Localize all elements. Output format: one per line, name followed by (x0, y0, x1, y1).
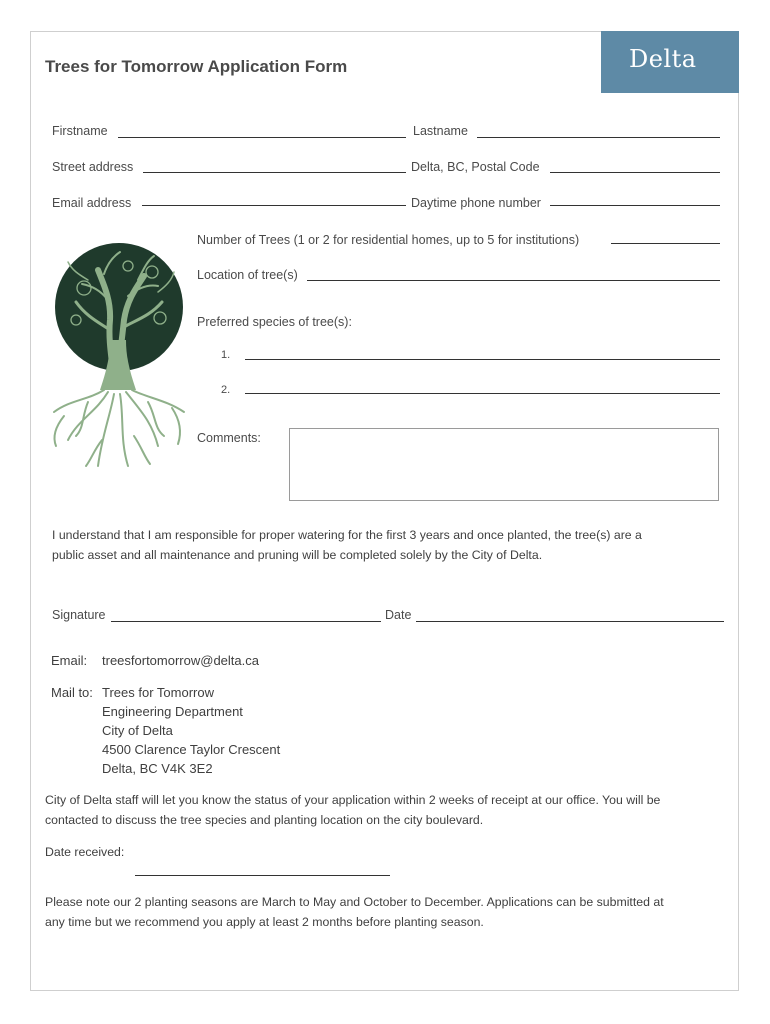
signature-field[interactable] (111, 621, 381, 622)
number-of-trees-field[interactable] (611, 243, 720, 244)
page-title: Trees for Tomorrow Application Form (45, 57, 348, 76)
seasons-note-line-2: any time but we recommend you apply at least 2 months before planting season. (45, 915, 484, 929)
logo-text: Delta (629, 45, 697, 73)
location-label: Location of tree(s) (197, 268, 298, 282)
location-field[interactable] (307, 280, 720, 281)
phone-label: Daytime phone number (411, 196, 541, 210)
comments-textarea[interactable] (289, 428, 719, 501)
lastname-field[interactable] (477, 137, 720, 138)
email-address-label: Email address (52, 196, 132, 210)
species-1-field[interactable] (245, 359, 720, 360)
form-page (30, 31, 739, 991)
street-address-label: Street address (52, 160, 134, 174)
firstname-label: Firstname (52, 124, 108, 138)
species-label: Preferred species of tree(s): (197, 315, 352, 329)
tree-icon (48, 240, 188, 472)
date-field[interactable] (416, 621, 724, 622)
mail-line-4: 4500 Clarence Taylor Crescent (102, 742, 281, 757)
date-received-field[interactable] (135, 875, 390, 876)
seasons-note-line-1: Please note our 2 planting seasons are March to May and October to December. Applications can be submitted at (45, 895, 664, 909)
species-2-field[interactable] (245, 393, 720, 394)
firstname-field[interactable] (118, 137, 406, 138)
email-contact-label: Email: (51, 653, 88, 668)
species-2-number: 2. (221, 384, 231, 396)
delta-logo (601, 31, 739, 93)
date-received-label: Date received: (45, 845, 125, 859)
species-1-number: 1. (221, 349, 231, 361)
signature-label: Signature (52, 608, 106, 622)
phone-field[interactable] (550, 205, 720, 206)
postal-code-label: Delta, BC, Postal Code (411, 160, 540, 174)
agreement-line-1: I understand that I am responsible for proper watering for the first 3 years and once planted, the tree(s) are a (52, 528, 642, 542)
mail-line-3: City of Delta (102, 723, 173, 738)
number-of-trees-label: Number of Trees (1 or 2 for residential homes, up to 5 for institutions) (197, 233, 580, 247)
date-label: Date (385, 608, 412, 622)
agreement-line-2: public asset and all maintenance and pruning will be completed solely by the City of Delta. (52, 548, 543, 562)
mail-line-1: Trees for Tomorrow (102, 685, 214, 700)
mail-to-label: Mail to: (51, 685, 93, 700)
comments-label: Comments: (197, 431, 261, 445)
mail-line-2: Engineering Department (102, 704, 243, 719)
postal-code-field[interactable] (550, 172, 720, 173)
status-note-line-1: City of Delta staff will let you know the status of your application within 2 weeks of receipt at our office. You will be (45, 793, 661, 807)
street-address-field[interactable] (143, 172, 406, 173)
mail-line-5: Delta, BC V4K 3E2 (102, 761, 213, 776)
email-contact-link[interactable]: treesfortomorrow@delta.ca (102, 653, 259, 668)
lastname-label: Lastname (413, 124, 468, 138)
status-note-line-2: contacted to discuss the tree species and planting location on the city boulevard. (45, 813, 484, 827)
email-address-field[interactable] (142, 205, 406, 206)
